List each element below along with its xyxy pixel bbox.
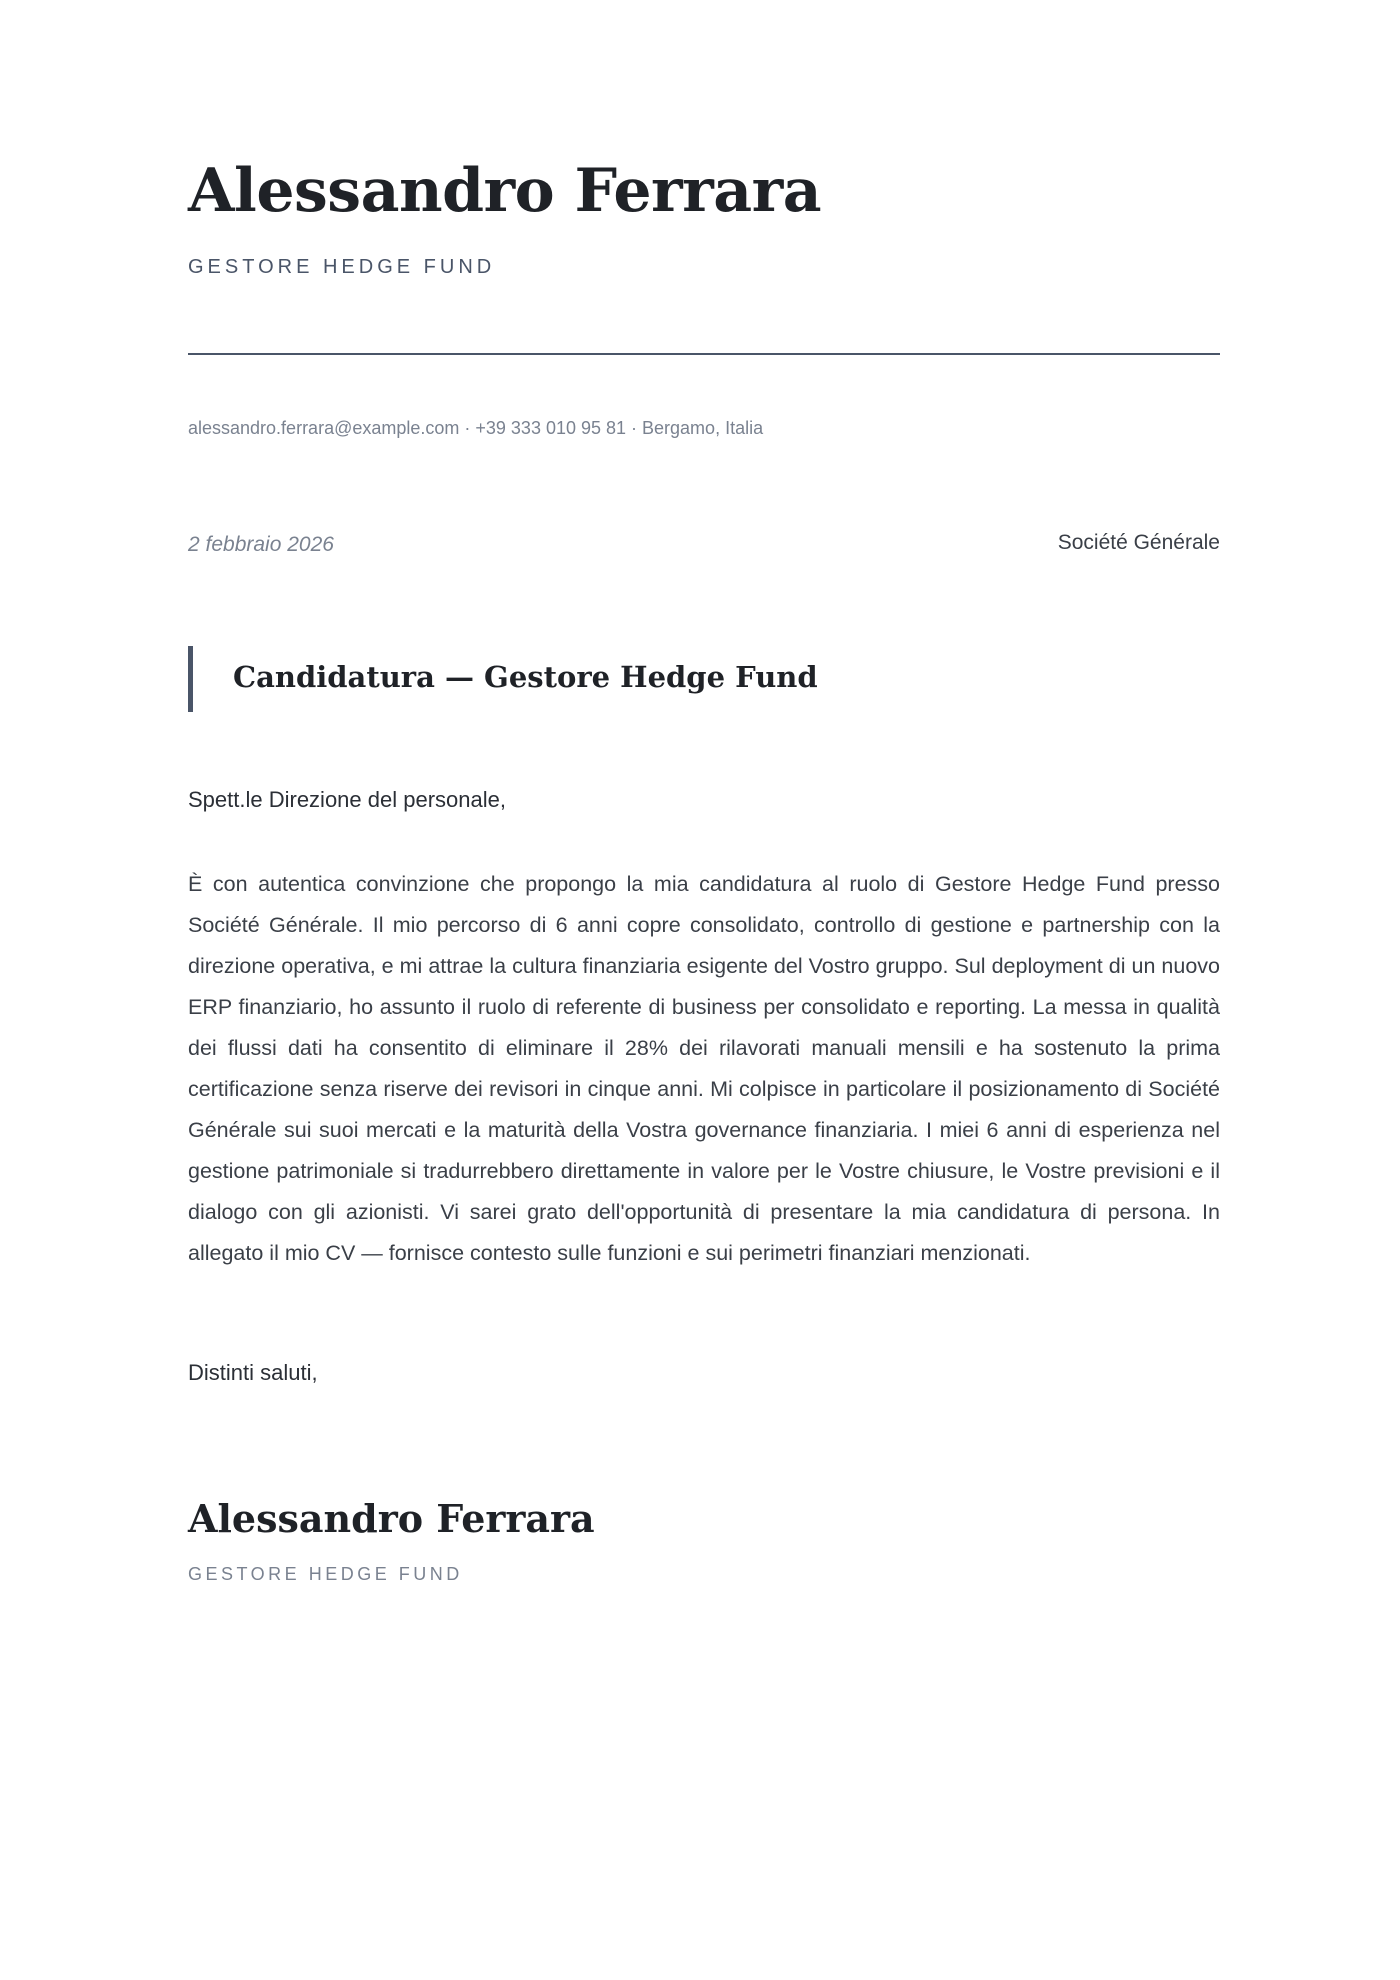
letter-body: È con autentica convinzione che propongo la mia candidatura al ruolo di Gestore Hedge Fund presso Société Générale. Il mio percorso di 6 anni copre consolidato, controllo di gestione e partnership con la direzione operativa, e mi attrae la cultura finanziaria esigente del Vostro gruppo. Sul deployment di un nuovo ERP finanziario, ho assunto il ruolo di referente di business per consolidato e reporting. La messa in qualità dei flussi dati ha consentito di eliminare il 28% dei rilavorati manuali mensili e ha sostenuto la prima certificazione senza riserve dei revisori in cinque anni. Mi colpisce in particolare il posizionamento di Société Générale sui suoi mercati e la maturità della Vostra governance finanziaria. I miei 6 anni di esperienza nel gestione patrimoniale si tradurrebbero direttamente in valore per le Vostre chiusure, le Vostre previsioni e il dialogo con gli azionisti. Vi sarei grato dell'opportunità di presentare la mia candidatura di persona. In allegato il mio CV — fornisce contesto sulle funzioni e sui perimetri finanziari menzionati. [188, 872, 1220, 1265]
cover-letter-page [188, 0, 1220, 1980]
letter-subject: Candidatura — Gestore Hedge Fund [233, 660, 818, 694]
signature-name: Alessandro Ferrara [188, 1496, 595, 1541]
contact-line: alessandro.ferrara@example.com · +39 333 010 95 81 · Bergamo, Italia [188, 418, 764, 438]
signature-role: GESTORE HEDGE FUND [188, 1564, 463, 1584]
letter-closing: Distinti saluti, [188, 1360, 318, 1385]
letter-date: 2 febbraio 2026 [188, 533, 334, 556]
header-role: GESTORE HEDGE FUND [188, 256, 496, 278]
recipient-company: Société Générale [1057, 531, 1220, 554]
header-name: Alessandro Ferrara [188, 156, 822, 226]
subject-accent-bar [188, 646, 193, 712]
header-divider [188, 353, 1220, 355]
letter-salutation: Spett.le Direzione del personale, [188, 787, 506, 812]
